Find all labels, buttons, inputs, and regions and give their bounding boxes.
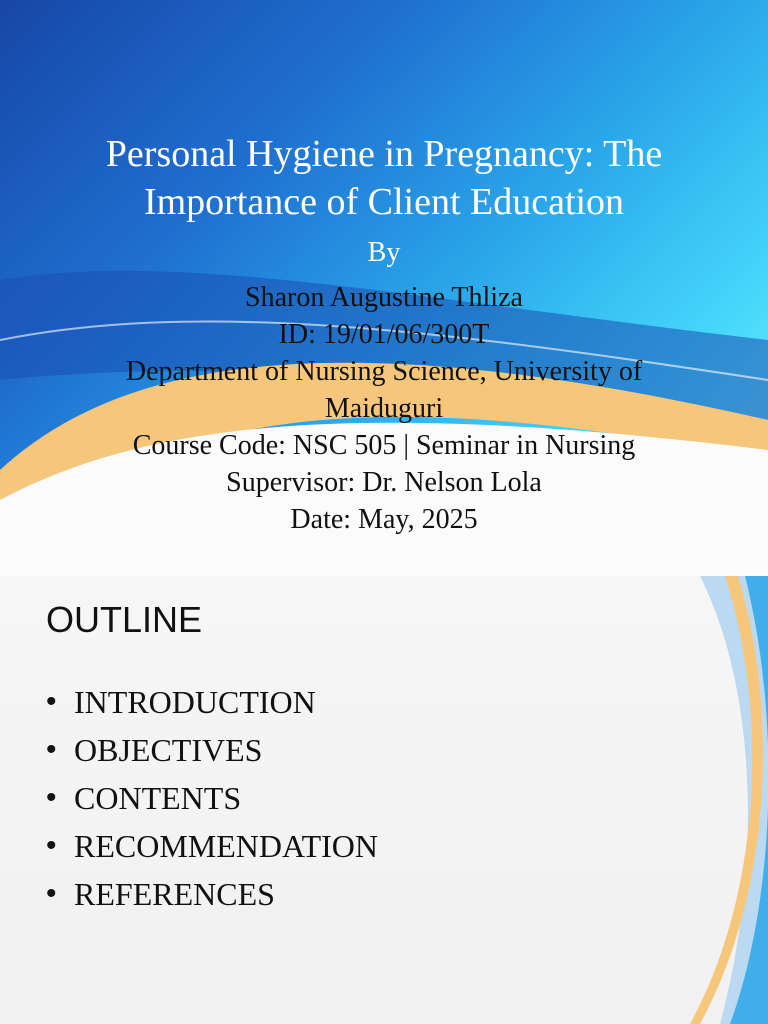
department: Department of Nursing Science, University of Maiduguri bbox=[125, 356, 643, 424]
list-item bbox=[46, 678, 378, 726]
outline-item-label: CONTENTS bbox=[74, 780, 242, 816]
bullet-icon: • bbox=[46, 829, 57, 862]
outline-item-label: INTRODUCTION bbox=[74, 684, 316, 720]
bullet-icon: • bbox=[46, 877, 57, 910]
list-item bbox=[46, 726, 378, 774]
bullet-icon: • bbox=[46, 733, 57, 766]
supervisor: Supervisor: Dr. Nelson Lola bbox=[226, 467, 542, 498]
outline-item-label: RECOMMENDATION bbox=[74, 828, 378, 864]
bullet-icon: • bbox=[46, 685, 57, 718]
outline-list bbox=[46, 678, 378, 918]
author-name: Sharon Augustine Thliza bbox=[245, 282, 523, 313]
student-id: ID: 19/01/06/300T bbox=[278, 319, 490, 350]
list-item bbox=[46, 822, 378, 870]
by-label: By bbox=[367, 237, 401, 268]
list-item bbox=[46, 774, 378, 822]
bullet-icon: • bbox=[46, 781, 57, 814]
outline-item-label: REFERENCES bbox=[74, 876, 275, 912]
author-details bbox=[70, 279, 698, 538]
presentation-title: Personal Hygiene in Pregnancy: The Importance of Client Education bbox=[105, 133, 663, 223]
outline-heading: OUTLINE bbox=[46, 599, 203, 640]
presentation-date: Date: May, 2025 bbox=[290, 504, 478, 535]
list-item bbox=[46, 870, 378, 918]
course-code: Course Code: NSC 505 | Seminar in Nursing bbox=[132, 430, 636, 461]
outline-slide bbox=[0, 576, 768, 1024]
outline-item-label: OBJECTIVES bbox=[74, 732, 263, 768]
